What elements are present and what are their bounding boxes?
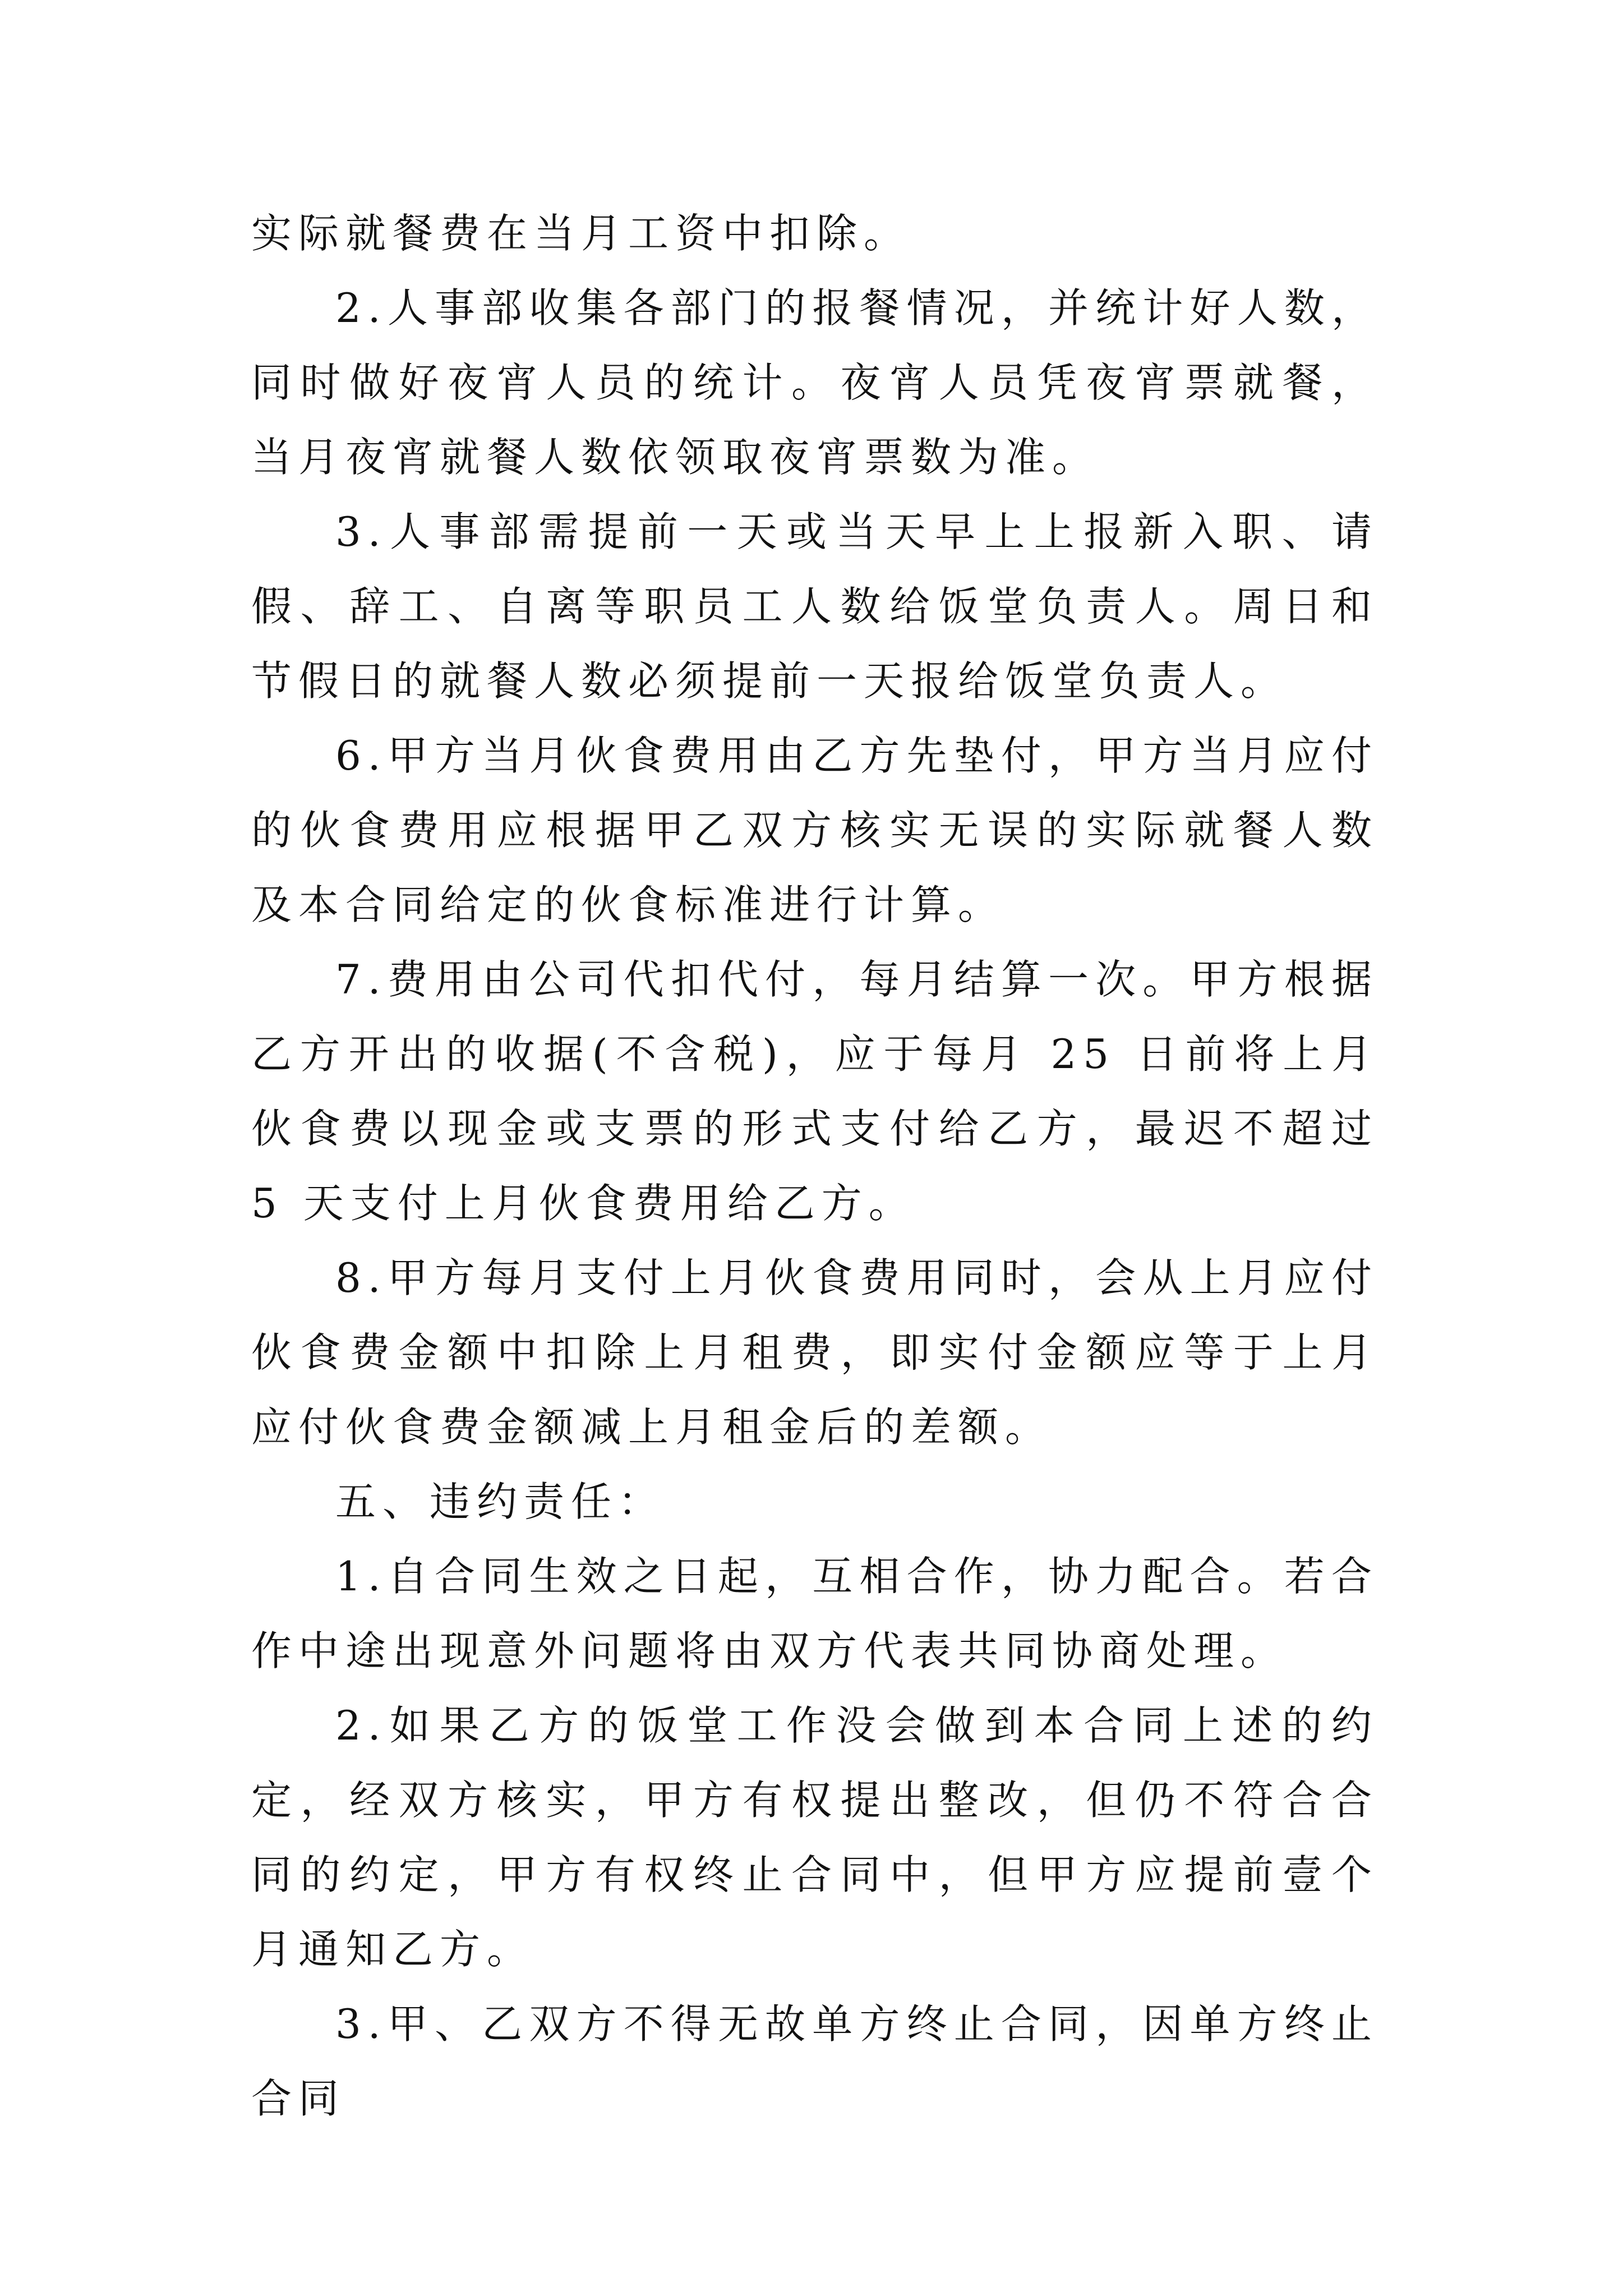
paragraph-liability-1-cooperation: 1.自合同生效之日起，互相合作，协力配合。若合作中途出现意外问题将由双方代表共同协商处理。 <box>251 1553 1378 1674</box>
paragraph-clause-2-meal-report: 2.人事部收集各部门的报餐情况，并统计好人数，同时做好夜宵人员的统计。夜宵人员凭夜宵票就餐，当月夜宵就餐人数依领取夜宵票数为准。 <box>251 284 1378 481</box>
paragraph-clause-3-headcount: 3.人事部需提前一天或当天早上上报新入职、请假、辞工、自离等职员工人数给饭堂负责人。周日和节假日的就餐人数必须提前一天报给饭堂负责人。 <box>251 508 1378 705</box>
paragraph-clause-6-advance-payment: 6.甲方当月伙食费用由乙方先垫付，甲方当月应付的伙食费用应根据甲乙双方核实无误的实际就餐人数及本合同给定的伙食标准进行计算。 <box>251 732 1378 928</box>
paragraph-liability-3-unilateral: 3.甲、乙双方不得无故单方终止合同，因单方终止合同 <box>251 2000 1378 2122</box>
paragraph-clause-8-rent-deduction: 8.甲方每月支付上月伙食费用同时，会从上月应付伙食费金额中扣除上月租费，即实付金额应等于上月应付伙食费金额减上月租金后的差额。 <box>251 1254 1378 1451</box>
paragraph-clause-7-settlement: 7.费用由公司代扣代付，每月结算一次。甲方根据乙方开出的收据(不含税)，应于每月 25 日前将上月伙食费以现金或支票的形式支付给乙方，最迟不超过 5 天支付上月伙食费用给乙方。 <box>251 956 1378 1227</box>
document-page <box>251 196 1378 2136</box>
paragraph-liability-2-termination-right: 2.如果乙方的饭堂工作没会做到本合同上述的约定，经双方核实，甲方有权提出整改，但仍不符合合同的约定，甲方有权终止合同中，但甲方应提前壹个月通知乙方。 <box>251 1702 1378 1973</box>
section-heading-liability: 五、违约责任： <box>335 1478 666 1525</box>
paragraph-meal-deduction: 实际就餐费在当月工资中扣除。 <box>251 210 911 257</box>
